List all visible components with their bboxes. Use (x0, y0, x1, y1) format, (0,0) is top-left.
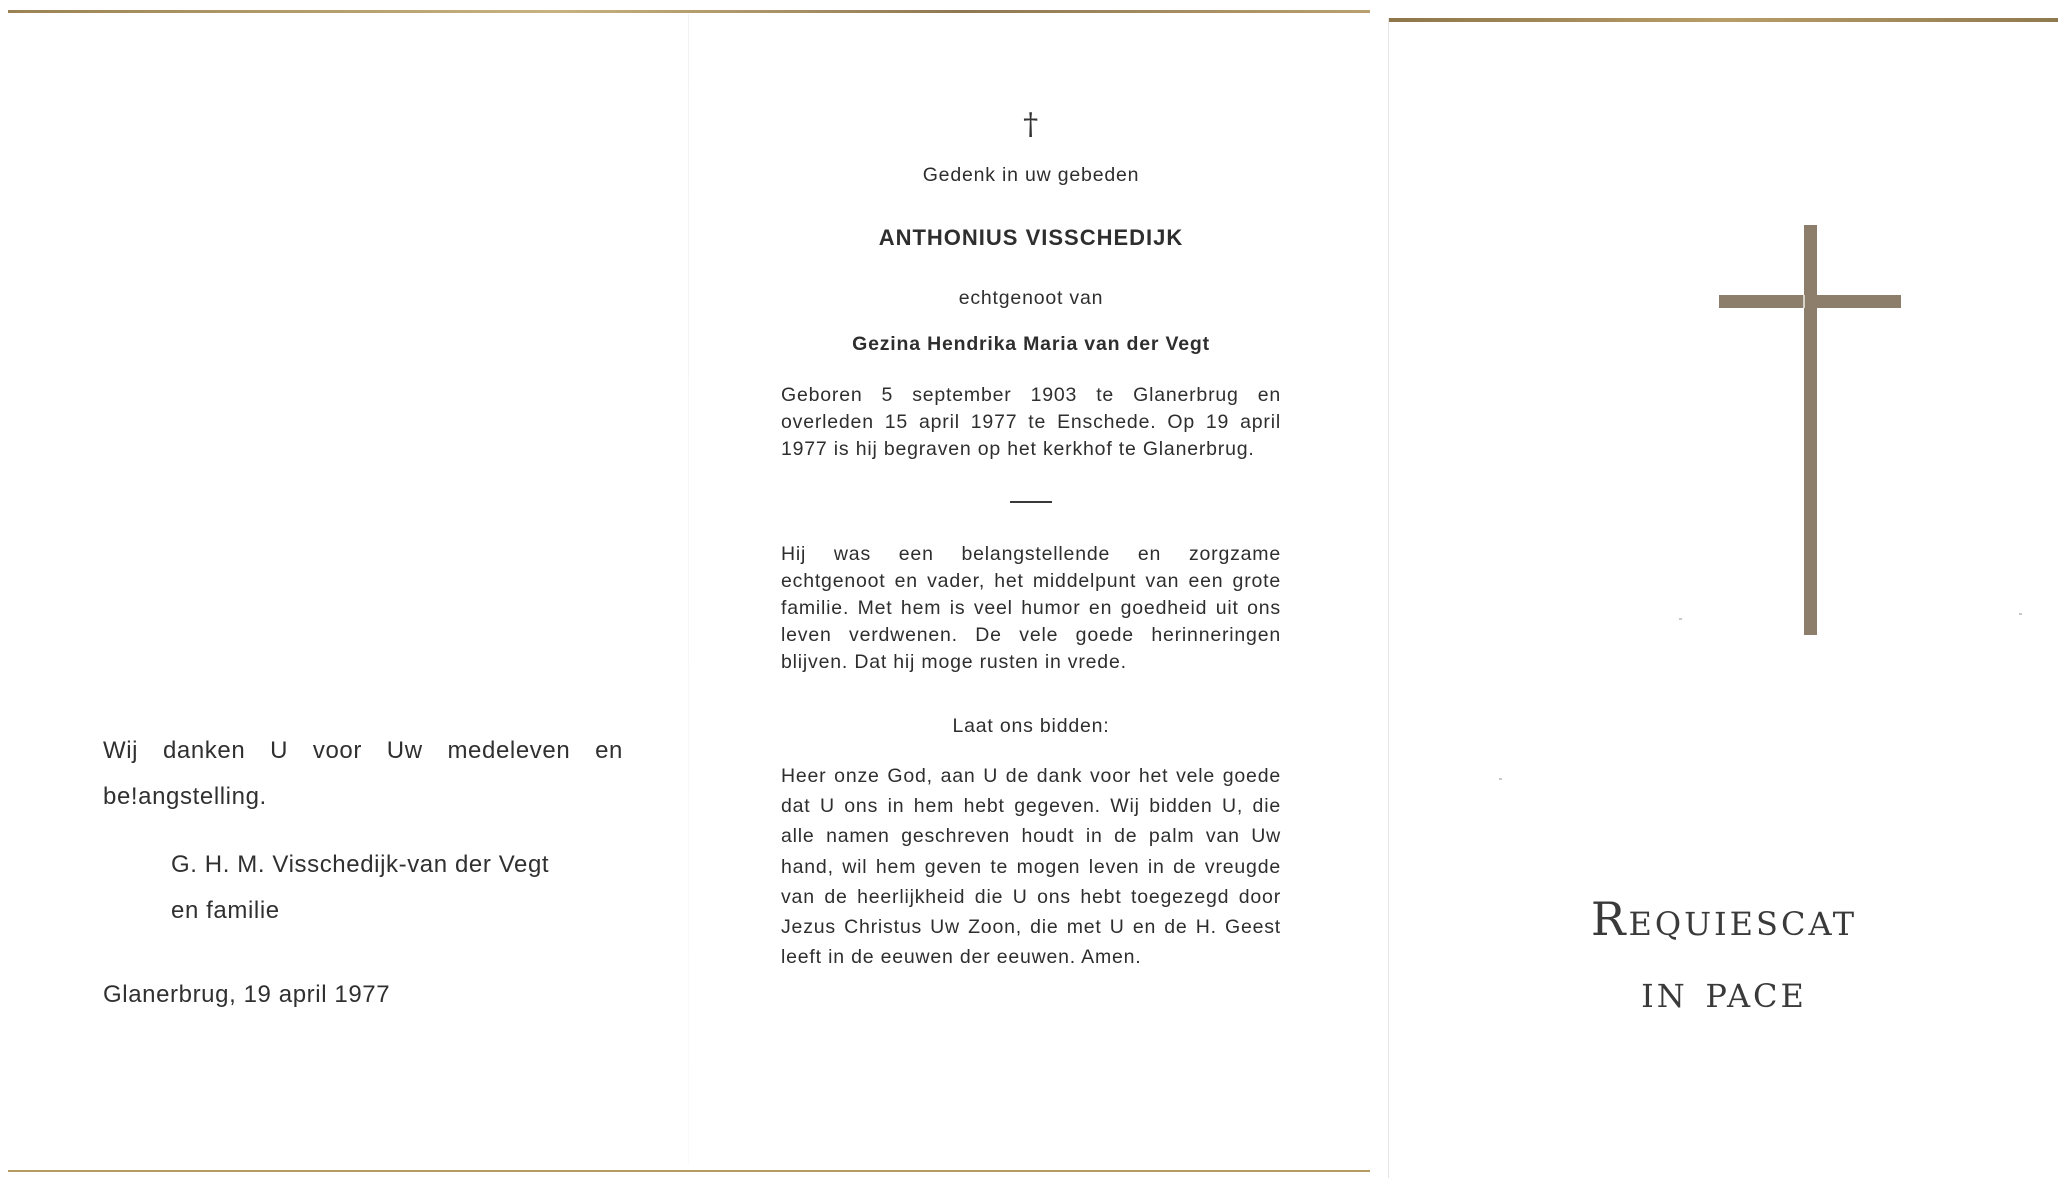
large-cross-icon (1719, 225, 1901, 635)
rip-line-2: in pace (1641, 964, 1807, 1018)
signature-name: G. H. M. Visschedijk-van der Vegt (171, 851, 550, 878)
spouse-of-line: echtgenoot van (958, 287, 1104, 309)
place-date: Glanerbrug, 19 april 1977 (103, 981, 391, 1008)
center-fold (688, 14, 689, 1164)
rip-line-1: Requiescat (1590, 892, 1858, 946)
spouse-name: Gezina Hendrika Maria van der Vegt (852, 333, 1210, 355)
cross-vertical-beam (1804, 225, 1817, 635)
gold-top-edge (8, 10, 1370, 13)
memorial-text-panel (781, 107, 1281, 972)
gold-top-edge (1389, 18, 2058, 22)
signature-family: en familie (171, 897, 280, 924)
thank-you-panel (103, 728, 623, 1018)
inside-spread (8, 10, 1370, 1172)
paper-speck (2019, 613, 2022, 615)
intro-line: Gedenk in uw gebeden (922, 164, 1140, 186)
cross-joint (1803, 295, 1805, 308)
small-cross-icon: † (1023, 107, 1039, 142)
tribute-text: Hij was een belangstellende en zorgzame echtgenoot en vader, het middelpunt van een grote familie. Met hem is veel humor en goedheid uit ons leven verdwenen. De vele goede herinneringen blijven. Dat hij moge rusten in vrede. (781, 543, 1281, 673)
biography: Geboren 5 september 1903 te Glanerbrug en overleden 15 april 1977 te Enschede. Op 19 april 1977 is hij begraven op het kerkhof te Glanerbrug. (781, 384, 1281, 460)
prayer-heading: Laat ons bidden: (952, 715, 1110, 737)
signature (103, 842, 623, 934)
deceased-name: ANTHONIUS VISSCHEDIJK (878, 225, 1184, 250)
paper-speck (1499, 778, 1502, 780)
thanks-text: Wij danken U voor Uw medeleven en be!angstelling. (103, 737, 623, 810)
paper-speck (1679, 618, 1682, 620)
cross-horizontal-beam (1719, 295, 1901, 308)
divider (1010, 501, 1052, 503)
prayer-text: Heer onze God, aan U de dank voor het vele goede dat U ons in hem hebt gegeven. Wij bidden U, die alle namen geschreven houdt in de palm van Uw hand, wil hem geven te mogen leven in de vreugde van de heerlijkheid die U ons hebt toegezegd door Jezus Christus Uw Zoon, die met U en de H. Geest leeft in de eeuwen der eeuwen. Amen. (781, 765, 1281, 969)
requiescat-in-pace (1499, 883, 1949, 1027)
front-cover (1388, 18, 2058, 1178)
